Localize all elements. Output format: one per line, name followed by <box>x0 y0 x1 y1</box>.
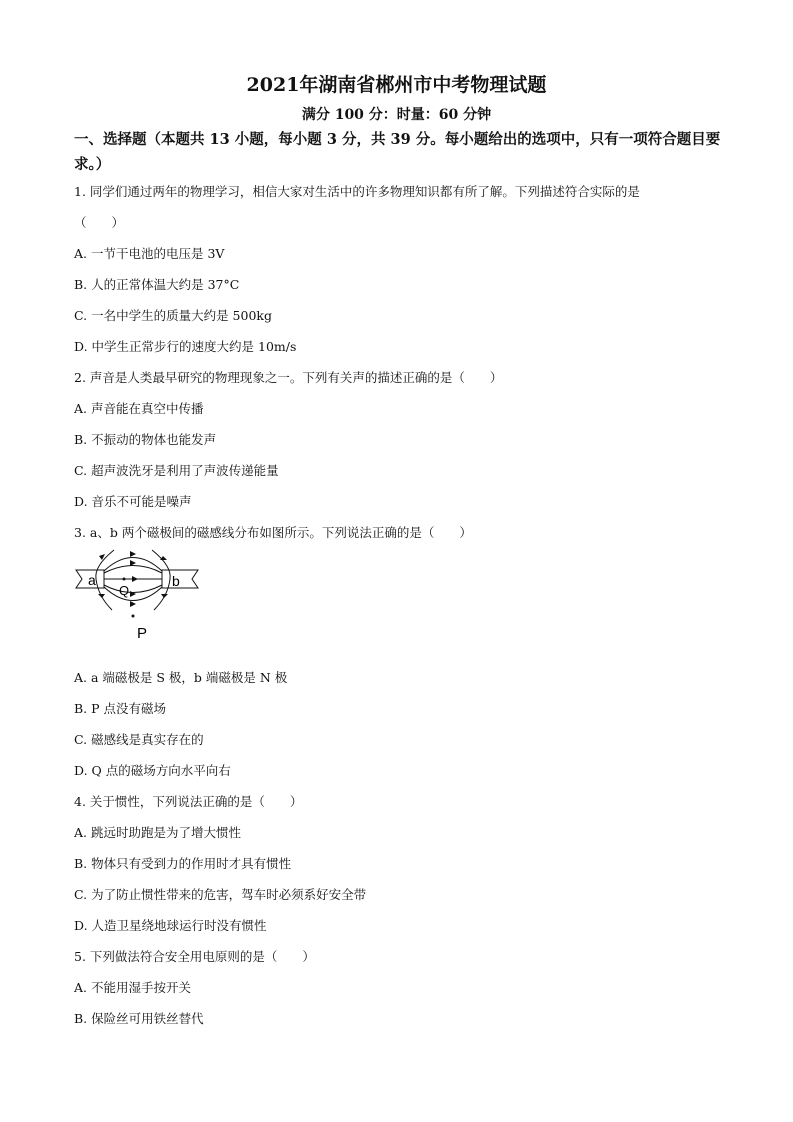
point-q-label: Q <box>119 583 130 598</box>
option: A. 跳远时助跑是为了增大惯性 <box>74 825 241 840</box>
document-title: 2021年湖南省郴州市中考物理试题 <box>246 74 547 96</box>
option: B. 不振动的物体也能发声 <box>74 432 217 447</box>
option: B. 人的正常体温大约是 37°C <box>74 277 240 292</box>
questions <box>74 180 734 1038</box>
option: A. a 端磁极是 S 极，b 端磁极是 N 极 <box>74 670 288 685</box>
question-stem-cont: （ ） <box>74 215 125 230</box>
pole-b-label: b <box>172 573 180 589</box>
option: D. 人造卫星绕地球运行时没有惯性 <box>74 918 267 933</box>
question-stem: 1. 同学们通过两年的物理学习，相信大家对生活中的许多物理知识都有所了解。下列描述符合实际的是 <box>74 184 640 199</box>
option: A. 一节干电池的电压是 3V <box>74 246 225 261</box>
option: C. 为了防止惯性带来的危害，驾车时必须系好安全带 <box>74 887 367 902</box>
document-subtitle: 满分 100 分：时量：60 分钟 <box>301 107 492 123</box>
magnetic-field-figure <box>74 548 734 666</box>
option: C. 磁感线是真实存在的 <box>74 732 204 747</box>
question-stem: 3. a、b 两个磁极间的磁感线分布如图所示。下列说法正确的是（ ） <box>74 525 472 540</box>
question-stem: 4. 关于惯性，下列说法正确的是（ ） <box>74 794 303 809</box>
option: A. 不能用湿手按开关 <box>74 980 191 995</box>
option: C. 超声波洗牙是利用了声波传递能量 <box>74 463 279 478</box>
point-p-label: P <box>137 625 148 642</box>
pole-a-label: a <box>88 572 96 588</box>
option: C. 一名中学生的质量大约是 500kg <box>74 308 272 323</box>
option: D. 音乐不可能是噪声 <box>74 494 192 509</box>
option: B. 物体只有受到力的作用时才具有惯性 <box>74 856 292 871</box>
question-stem: 2. 声音是人类最早研究的物理现象之一。下列有关声的描述正确的是（ ） <box>74 370 503 385</box>
option: D. 中学生正常步行的速度大约是 10m/s <box>74 339 297 354</box>
option: B. P 点没有磁场 <box>74 701 167 716</box>
section-heading: 一、选择题（本题共 13 小题，每小题 3 分，共 39 分。每小题给出的选项中，只有一项符合题目要求。） <box>74 131 721 173</box>
option: D. Q 点的磁场方向水平向右 <box>74 763 231 778</box>
option: A. 声音能在真空中传播 <box>74 401 204 416</box>
option: B. 保险丝可用铁丝替代 <box>74 1011 204 1026</box>
question-stem: 5. 下列做法符合安全用电原则的是（ ） <box>74 949 315 964</box>
